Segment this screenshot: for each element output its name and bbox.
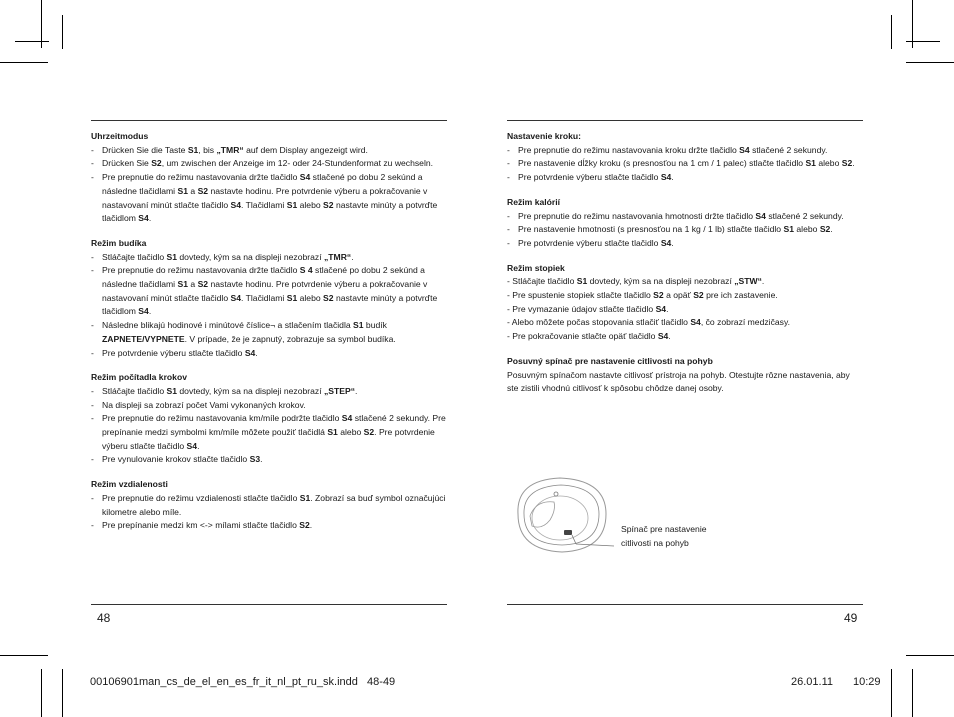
section-heading: Režim kalórií [507, 196, 561, 207]
list-item: - Pre prepnutie do režimu nastavovania kroku držte tlačidlo S4 stlačené 2 sekundy. [507, 144, 828, 155]
list-item: - Pre potvrdenie výberu stlačte tlačidlo S4. [507, 237, 674, 248]
list-item: - Pre nastavenie dĺžky kroku (s presnosťou na 1 cm / 1 palec) stlačte tlačidlo S1 alebo S2. [507, 158, 855, 169]
footer-time: 10:29 [853, 676, 881, 688]
switch-caption [621, 522, 707, 550]
crop-mark [906, 62, 954, 63]
footer-filename: 00106901man_cs_de_el_en_es_fr_it_nl_pt_ru_sk.indd 48-49 [90, 676, 396, 688]
section-heading: Nastavenie kroku: [507, 131, 582, 141]
list-item: - Pre potvrdenie výberu stlačte tlačidlo S4. [91, 347, 258, 358]
list-item: - Pre potvrdenie výberu stlačte tlačidlo S4. [507, 172, 674, 183]
list-item: - Pre prepnutie do režimu vzdialenosti stlačte tlačidlo S1. Zobrazí sa buď symbol označujúci kilometre alebo míle. [91, 492, 446, 517]
stopwatch-line: - Pre spustenie stopiek stlačte tlačidlo S2 a opäť S2 pre ich zastavenie. [507, 290, 778, 301]
right-section [507, 130, 862, 185]
stopwatch-lines [507, 275, 862, 344]
crop-mark [906, 655, 954, 656]
sensitivity-section [507, 355, 862, 396]
list-item: - Pre prepnutie do režimu nastavovania km/míle podržte tlačidlo S4 stlačené 2 sekundy. Pre prepínanie medzi symbolmi km/míle môžete použiť tlačidlá S1 alebo S2. Pre potvrdenie výberu stlačte tlačidlo S4. [91, 413, 446, 451]
sensitivity-heading: Posuvný spínač pre nastavenie citlivosti na pohyb [507, 355, 713, 366]
crop-mark [15, 41, 49, 42]
stopwatch-line: - Pre pokračovanie stlačte opäť tlačidlo S4. [507, 331, 671, 342]
stopwatch-section [507, 262, 862, 344]
stopwatch-line: - Stláčajte tlačidlo S1 dovtedy, kým sa na displeji nezobrazí „STW“. [507, 276, 765, 287]
list-item: - Drücken Sie die Taste S1, bis „TMR“ auf dem Display angezeigt wird. [91, 144, 368, 155]
right-page [507, 130, 862, 407]
list-item: - Stláčajte tlačidlo S1 dovtedy, kým sa na displeji nezobrazí „STEP“. [91, 385, 358, 396]
list-item: - Pre vynulovanie krokov stlačte tlačidlo S3. [91, 454, 263, 465]
sensitivity-text: Posuvným spínačom nastavte citlivosť prístroja na pohyb. Otestujte rôzne nastavenia, aby ste zistili vhodnú citlivosť k spôsobu chôdze danej osoby. [507, 369, 850, 394]
footer-date: 26.01.11 [791, 676, 834, 688]
section-heading: Režim budíka [91, 237, 147, 248]
crop-mark [62, 669, 63, 717]
list-item: - Pre prepnutie do režimu nastavovania hmotnosti držte tlačidlo S4 stlačené 2 sekundy. [507, 210, 844, 221]
crop-mark [912, 669, 913, 717]
stopwatch-line: - Alebo môžete počas stopovania stlačiť tlačidlo S4, čo zobrazí medzičasy. [507, 317, 790, 328]
right-sections [507, 130, 862, 251]
stopwatch-heading: Režim stopiek [507, 262, 565, 273]
list-item: - Pre prepnutie do režimu nastavovania držte tlačidlo S4 stlačené po dobu 2 sekúnd a následne tlačidlami S1 a S2 nastavte hodinu. Pre potvrdenie výberu a pokračovanie v nastavovaní minút stlačte tlačidlo S4. Tlačidlami S1 alebo S2 nastavte minúty a potvrďte tlačidlom S4. [91, 172, 438, 224]
left-section [91, 237, 446, 360]
list-item: - Pre nastavenie hmotnosti (s presnosťou na 1 kg / 1 lb) stlačte tlačidlo S1 alebo S2. [507, 224, 833, 235]
right-section [507, 196, 862, 251]
left-section [91, 130, 446, 226]
crop-mark [41, 669, 42, 717]
header-rule-right [507, 120, 863, 121]
footer-rule-left [91, 604, 447, 605]
crop-mark [0, 62, 48, 63]
footer-rule-right [507, 604, 863, 605]
left-section [91, 371, 446, 467]
crop-mark [62, 15, 63, 49]
header-rule-left [91, 120, 447, 121]
crop-mark [891, 669, 892, 717]
pedometer-illustration [510, 474, 620, 556]
list-item: - Na displeji sa zobrazí počet Vami vykonaných krokov. [91, 399, 306, 410]
sensitivity-switch [564, 530, 572, 535]
list-item: - Drücken Sie S2, um zwischen der Anzeige im 12- oder 24-Stundenformat zu wechseln. [91, 158, 434, 169]
crop-mark [0, 655, 48, 656]
crop-mark [906, 41, 940, 42]
section-heading: Režim počítadla krokov [91, 372, 187, 383]
page-number-right: 49 [844, 611, 858, 625]
page-number-left: 48 [97, 611, 111, 625]
left-section [91, 478, 446, 533]
section-heading: Režim vzdialenosti [91, 479, 168, 490]
list-item: - Pre prepnutie do režimu nastavovania držte tlačidlo S 4 stlačené po dobu 2 sekúnd a následne tlačidlami S1 a S2 nastavte hodinu. Pre potvrdenie výberu a pokračovanie v nastavovaní minút stlačte tlačidlo S4. Tlačidlami S1 alebo S2 nastavte minúty a potvrďte tlačidlom S4. [91, 265, 438, 317]
crop-mark [891, 15, 892, 49]
left-page [91, 130, 446, 544]
left-sections [91, 130, 446, 533]
list-item: - Následne blikajú hodinové i minútové číslice¬ a stlačením tlačidla S1 budík ZAPNETE/VYPNETE. V prípade, že je zapnutý, zobrazuje sa symbol budíka. [91, 320, 396, 344]
list-item: - Stláčajte tlačidlo S1 dovtedy, kým sa na displeji nezobrazí „TMR“. [91, 251, 354, 262]
stopwatch-line: - Pre vymazanie údajov stlačte tlačidlo S4. [507, 303, 669, 314]
caption-line-2: citlivosti na pohyb [621, 538, 689, 548]
section-heading: Uhrzeitmodus [91, 131, 149, 141]
caption-line-1: Spínač pre nastavenie [621, 524, 707, 534]
list-item: - Pre prepínanie medzi km <-> mílami stlačte tlačidlo S2. [91, 520, 313, 531]
